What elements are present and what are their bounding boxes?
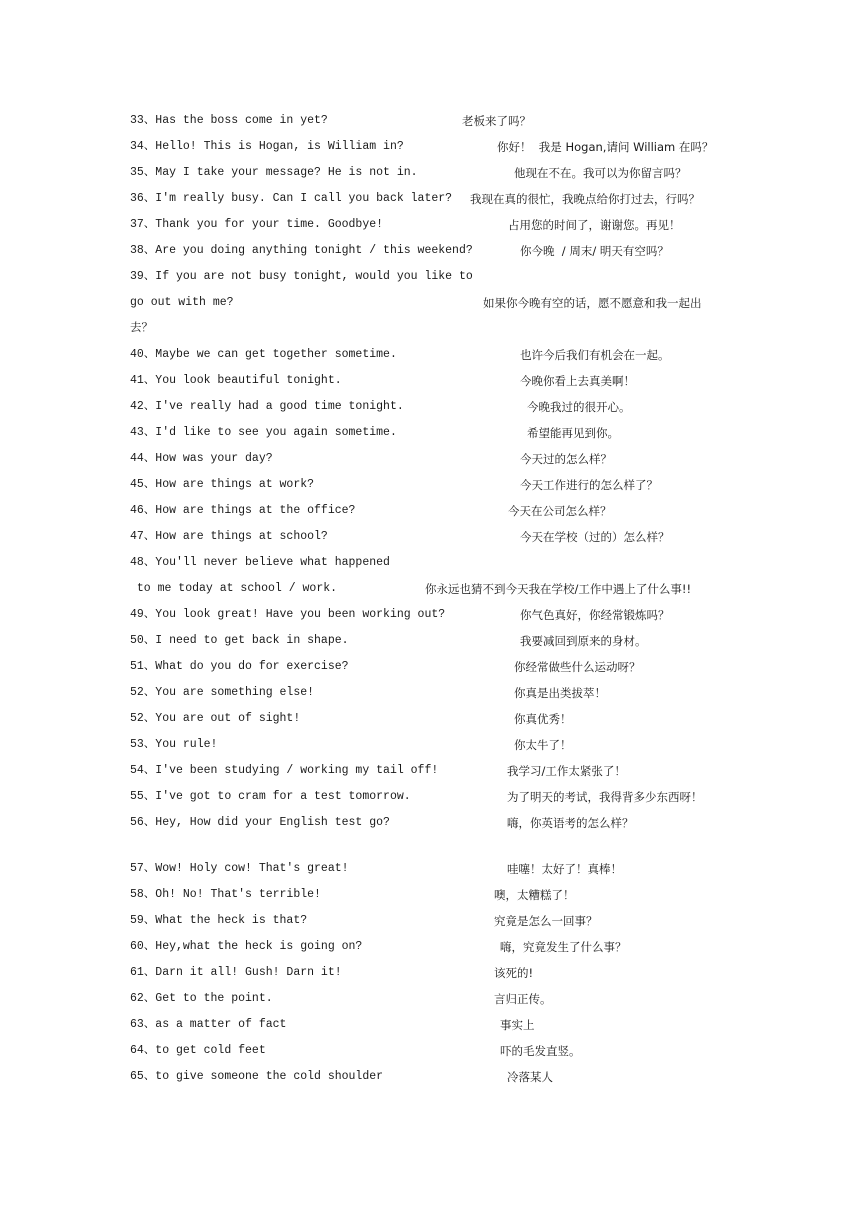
english-phrase: 57、Wow! Holy cow! That's great! <box>130 862 349 875</box>
phrase-row <box>0 371 860 391</box>
phrase-row <box>0 111 860 131</box>
phrase-row <box>0 215 860 235</box>
phrase-row <box>0 501 860 521</box>
chinese-translation: 我学习/工作太紧张了！ <box>507 764 626 778</box>
english-phrase: 41、You look beautiful tonight. <box>130 374 342 387</box>
english-phrase: 53、You rule! <box>130 738 218 751</box>
chinese-translation: 你永远也猜不到今天我在学校/工作中遇上了什么事!! <box>425 582 692 596</box>
phrase-row <box>0 475 860 495</box>
phrase-row <box>0 397 860 417</box>
chinese-translation: 希望能再见到你。 <box>527 426 619 440</box>
english-phrase: 40、Maybe we can get together sometime. <box>130 348 397 361</box>
chinese-translation: 今天过的怎么样？ <box>520 452 612 466</box>
chinese-translation: 你气色真好，你经常锻炼吗？ <box>520 608 670 622</box>
english-phrase: 38、Are you doing anything tonight / this weekend? <box>130 244 473 257</box>
english-phrase: 55、I've got to cram for a test tomorrow. <box>130 790 411 803</box>
english-phrase: go out with me? <box>130 296 234 309</box>
english-phrase: 51、What do you do for exercise? <box>130 660 349 673</box>
chinese-translation: 事实上 <box>500 1018 535 1032</box>
chinese-translation: 你好！ 我是 Hogan,请问 William 在吗？ <box>497 140 714 154</box>
phrase-row <box>0 553 860 573</box>
english-phrase: 49、You look great! Have you been working out? <box>130 608 446 621</box>
english-phrase: 39、If you are not busy tonight, would you like to <box>130 270 473 283</box>
phrase-row <box>0 885 860 905</box>
chinese-translation: 嗨，你英语考的怎么样？ <box>507 816 634 830</box>
english-phrase: 46、How are things at the office? <box>130 504 356 517</box>
english-phrase: 36、I'm really busy. Can I call you back later? <box>130 192 453 205</box>
phrase-row <box>0 989 860 1009</box>
phrase-row <box>0 163 860 183</box>
phrase-row <box>0 267 860 287</box>
phrase-row <box>0 761 860 781</box>
phrase-row <box>0 579 860 599</box>
english-phrase: 48、You'll never believe what happened <box>130 556 390 569</box>
english-phrase: 37、Thank you for your time. Goodbye! <box>130 218 384 231</box>
chinese-translation: 我现在真的很忙，我晚点给你打过去，行吗？ <box>470 192 700 206</box>
phrase-row <box>0 937 860 957</box>
english-phrase: 58、Oh! No! That's terrible! <box>130 888 321 901</box>
english-phrase: to me today at school / work. <box>130 582 338 595</box>
chinese-translation: 该死的! <box>494 966 534 980</box>
english-phrase: 52、You are out of sight! <box>130 712 301 725</box>
phrase-row <box>0 527 860 547</box>
english-phrase: 47、How are things at school? <box>130 530 328 543</box>
english-phrase: 60、Hey,what the heck is going on? <box>130 940 363 953</box>
chinese-translation: 今天在学校（过的）怎么样？ <box>520 530 670 544</box>
phrase-row <box>0 787 860 807</box>
phrase-row <box>0 423 860 443</box>
english-phrase: 56、Hey, How did your English test go? <box>130 816 390 829</box>
english-phrase: 63、as a matter of fact <box>130 1018 287 1031</box>
chinese-translation: 你真优秀！ <box>514 712 572 726</box>
phrase-row <box>0 911 860 931</box>
phrase-row <box>0 137 860 157</box>
phrase-row <box>0 1067 860 1087</box>
phrase-row <box>0 293 860 313</box>
chinese-translation: 今晚你看上去真美啊！ <box>520 374 635 388</box>
chinese-translation: 老板来了吗？ <box>462 114 531 128</box>
english-phrase: 62、Get to the point. <box>130 992 273 1005</box>
phrase-row <box>0 631 860 651</box>
phrase-row <box>0 605 860 625</box>
english-phrase: 33、Has the boss come in yet? <box>130 114 328 127</box>
chinese-translation: 你太牛了！ <box>514 738 572 752</box>
chinese-translation: 你真是出类拔萃！ <box>514 686 606 700</box>
english-phrase: 45、How are things at work? <box>130 478 315 491</box>
english-phrase: 44、How was your day? <box>130 452 273 465</box>
english-phrase: 42、I've really had a good time tonight. <box>130 400 404 413</box>
chinese-translation: 你今晚 / 周末/ 明天有空吗？ <box>520 244 669 258</box>
english-phrase: 34、Hello! This is Hogan, is William in? <box>130 140 404 153</box>
chinese-translation: 你经常做些什么运动呀？ <box>514 660 641 674</box>
phrase-row <box>0 683 860 703</box>
phrase-row <box>0 1015 860 1035</box>
english-phrase: 65、to give someone the cold shoulder <box>130 1070 384 1083</box>
chinese-translation: 今天工作进行的怎么样了？ <box>520 478 658 492</box>
phrase-row <box>0 1041 860 1061</box>
english-phrase: 59、What the heck is that? <box>130 914 308 927</box>
chinese-translation: 为了明天的考试，我得背多少东西呀！ <box>507 790 703 804</box>
chinese-translation: 也许今后我们有机会在一起。 <box>520 348 670 362</box>
english-phrase: 35、May I take your message? He is not in. <box>130 166 418 179</box>
english-phrase: 52、You are something else! <box>130 686 315 699</box>
chinese-translation: 占用您的时间了，谢谢您。再见！ <box>508 218 681 232</box>
phrase-row <box>0 449 860 469</box>
chinese-translation: 究竟是怎么一回事？ <box>494 914 598 928</box>
chinese-translation: 我要减回到原来的身材。 <box>520 634 647 648</box>
english-phrase: 54、I've been studying / working my tail off! <box>130 764 439 777</box>
chinese-translation: 今天在公司怎么样？ <box>508 504 612 518</box>
phrase-row <box>0 241 860 261</box>
english-phrase: 50、I need to get back in shape. <box>130 634 349 647</box>
phrase-row <box>0 859 860 879</box>
chinese-translation: 今晚我过的很开心。 <box>527 400 631 414</box>
chinese-translation: 如果你今晚有空的话，愿不愿意和我一起出 <box>483 296 702 310</box>
english-phrase: 43、I'd like to see you again sometime. <box>130 426 397 439</box>
phrase-row <box>0 735 860 755</box>
chinese-translation: 冷落某人 <box>507 1070 553 1084</box>
chinese-translation: 言归正传。 <box>494 992 552 1006</box>
phrase-row <box>0 813 860 833</box>
phrase-row <box>0 345 860 365</box>
phrase-row <box>0 657 860 677</box>
chinese-translation: 他现在不在。我可以为你留言吗？ <box>514 166 687 180</box>
english-phrase: 64、to get cold feet <box>130 1044 266 1057</box>
chinese-translation: 吓的毛发直竖。 <box>500 1044 581 1058</box>
chinese-translation: 噢，太糟糕了！ <box>494 888 575 902</box>
phrase-row <box>0 189 860 209</box>
chinese-translation: 哇噻！太好了！真棒！ <box>507 862 622 876</box>
english-phrase: 61、Darn it all! Gush! Darn it! <box>130 966 342 979</box>
phrase-row <box>0 709 860 729</box>
phrase-row <box>0 319 860 339</box>
chinese-translation: 嗨，究竟发生了什么事？ <box>500 940 627 954</box>
english-phrase: 去？ <box>130 322 153 335</box>
phrase-row <box>0 963 860 983</box>
